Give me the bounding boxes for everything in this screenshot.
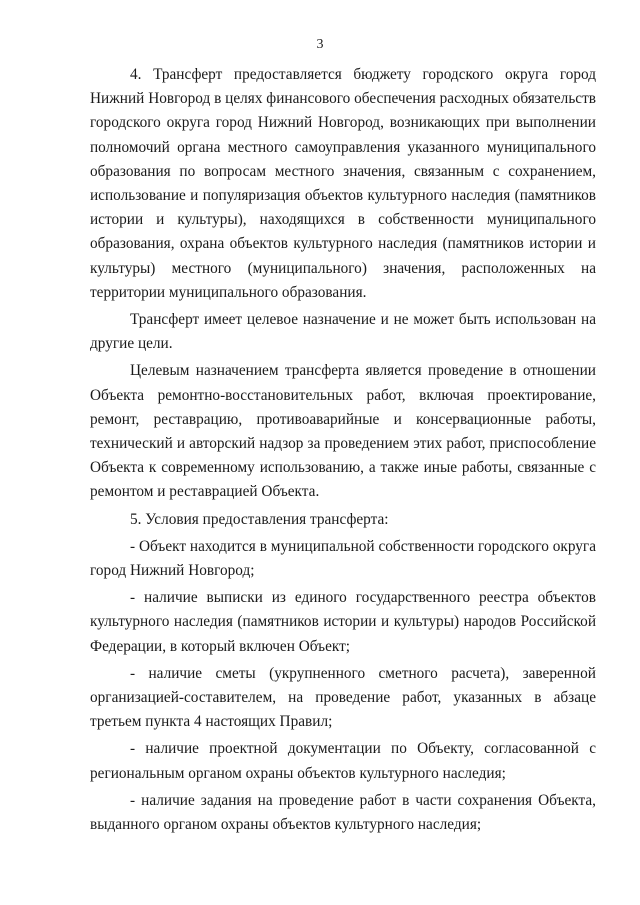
condition-item-registry-extract: - наличие выписки из единого государственного реестра объектов культурного наследия (памятников истории и культуры) народов Российской Федерации, в который включен Объект; — [90, 589, 596, 655]
condition-item-work-assignment: - наличие задания на проведение работ в части сохранения Объекта, выданного органом охраны объектов культурного наследия; — [90, 791, 596, 834]
page-number: 3 — [316, 37, 324, 52]
document-body — [90, 63, 596, 840]
paragraph-conditions-heading: 5. Условия предоставления трансферта: — [130, 510, 389, 528]
condition-item-estimate: - наличие сметы (укрупненного сметного расчета), заверенной организацией-составителем, на проведение работ, указанных в абзаце третьем пункта 4 настоящих Правил; — [90, 664, 596, 731]
paragraph-transfer-purpose: 4. Трансферт предоставляется бюджету городского округа город Нижний Новгород в целях финансового обеспечения расходных обязательств городского округа город Нижний Новгород, возникающих при выполнении полномочий органа местного самоуправления указанного муниципального образования по вопросам местного значения, связанным с сохранением, использование и популяризация объектов культурного наследия (памятников истории и культуры), находящихся в собственности муниципального образования, охрана объектов культурного наследия (памятников истории и культуры) местного (муниципального) значения, расположенных на территории муниципального образования. — [90, 66, 596, 301]
paragraph-target-purpose: Целевым назначением трансферта является проведение в отношении Объекта ремонтно-восстановительных работ, включая проектирование, ремонт, реставрацию, противоаварийные и консервационные работы, технический и авторский надзор за проведением этих работ, приспособление Объекта к современному использованию, а также иные работы, связанные с ремонтом и реставрацией Объекта. — [90, 362, 596, 501]
condition-item-project-documentation: - наличие проектной документации по Объекту, согласованной с региональным органом охраны объектов культурного наследия; — [90, 740, 596, 782]
condition-item-municipal-ownership: - Объект находится в муниципальной собственности городского округа город Нижний Новгород; — [90, 537, 596, 580]
paragraph-target-use: Трансферт имеет целевое назначение и не может быть использован на другие цели. — [90, 311, 596, 353]
